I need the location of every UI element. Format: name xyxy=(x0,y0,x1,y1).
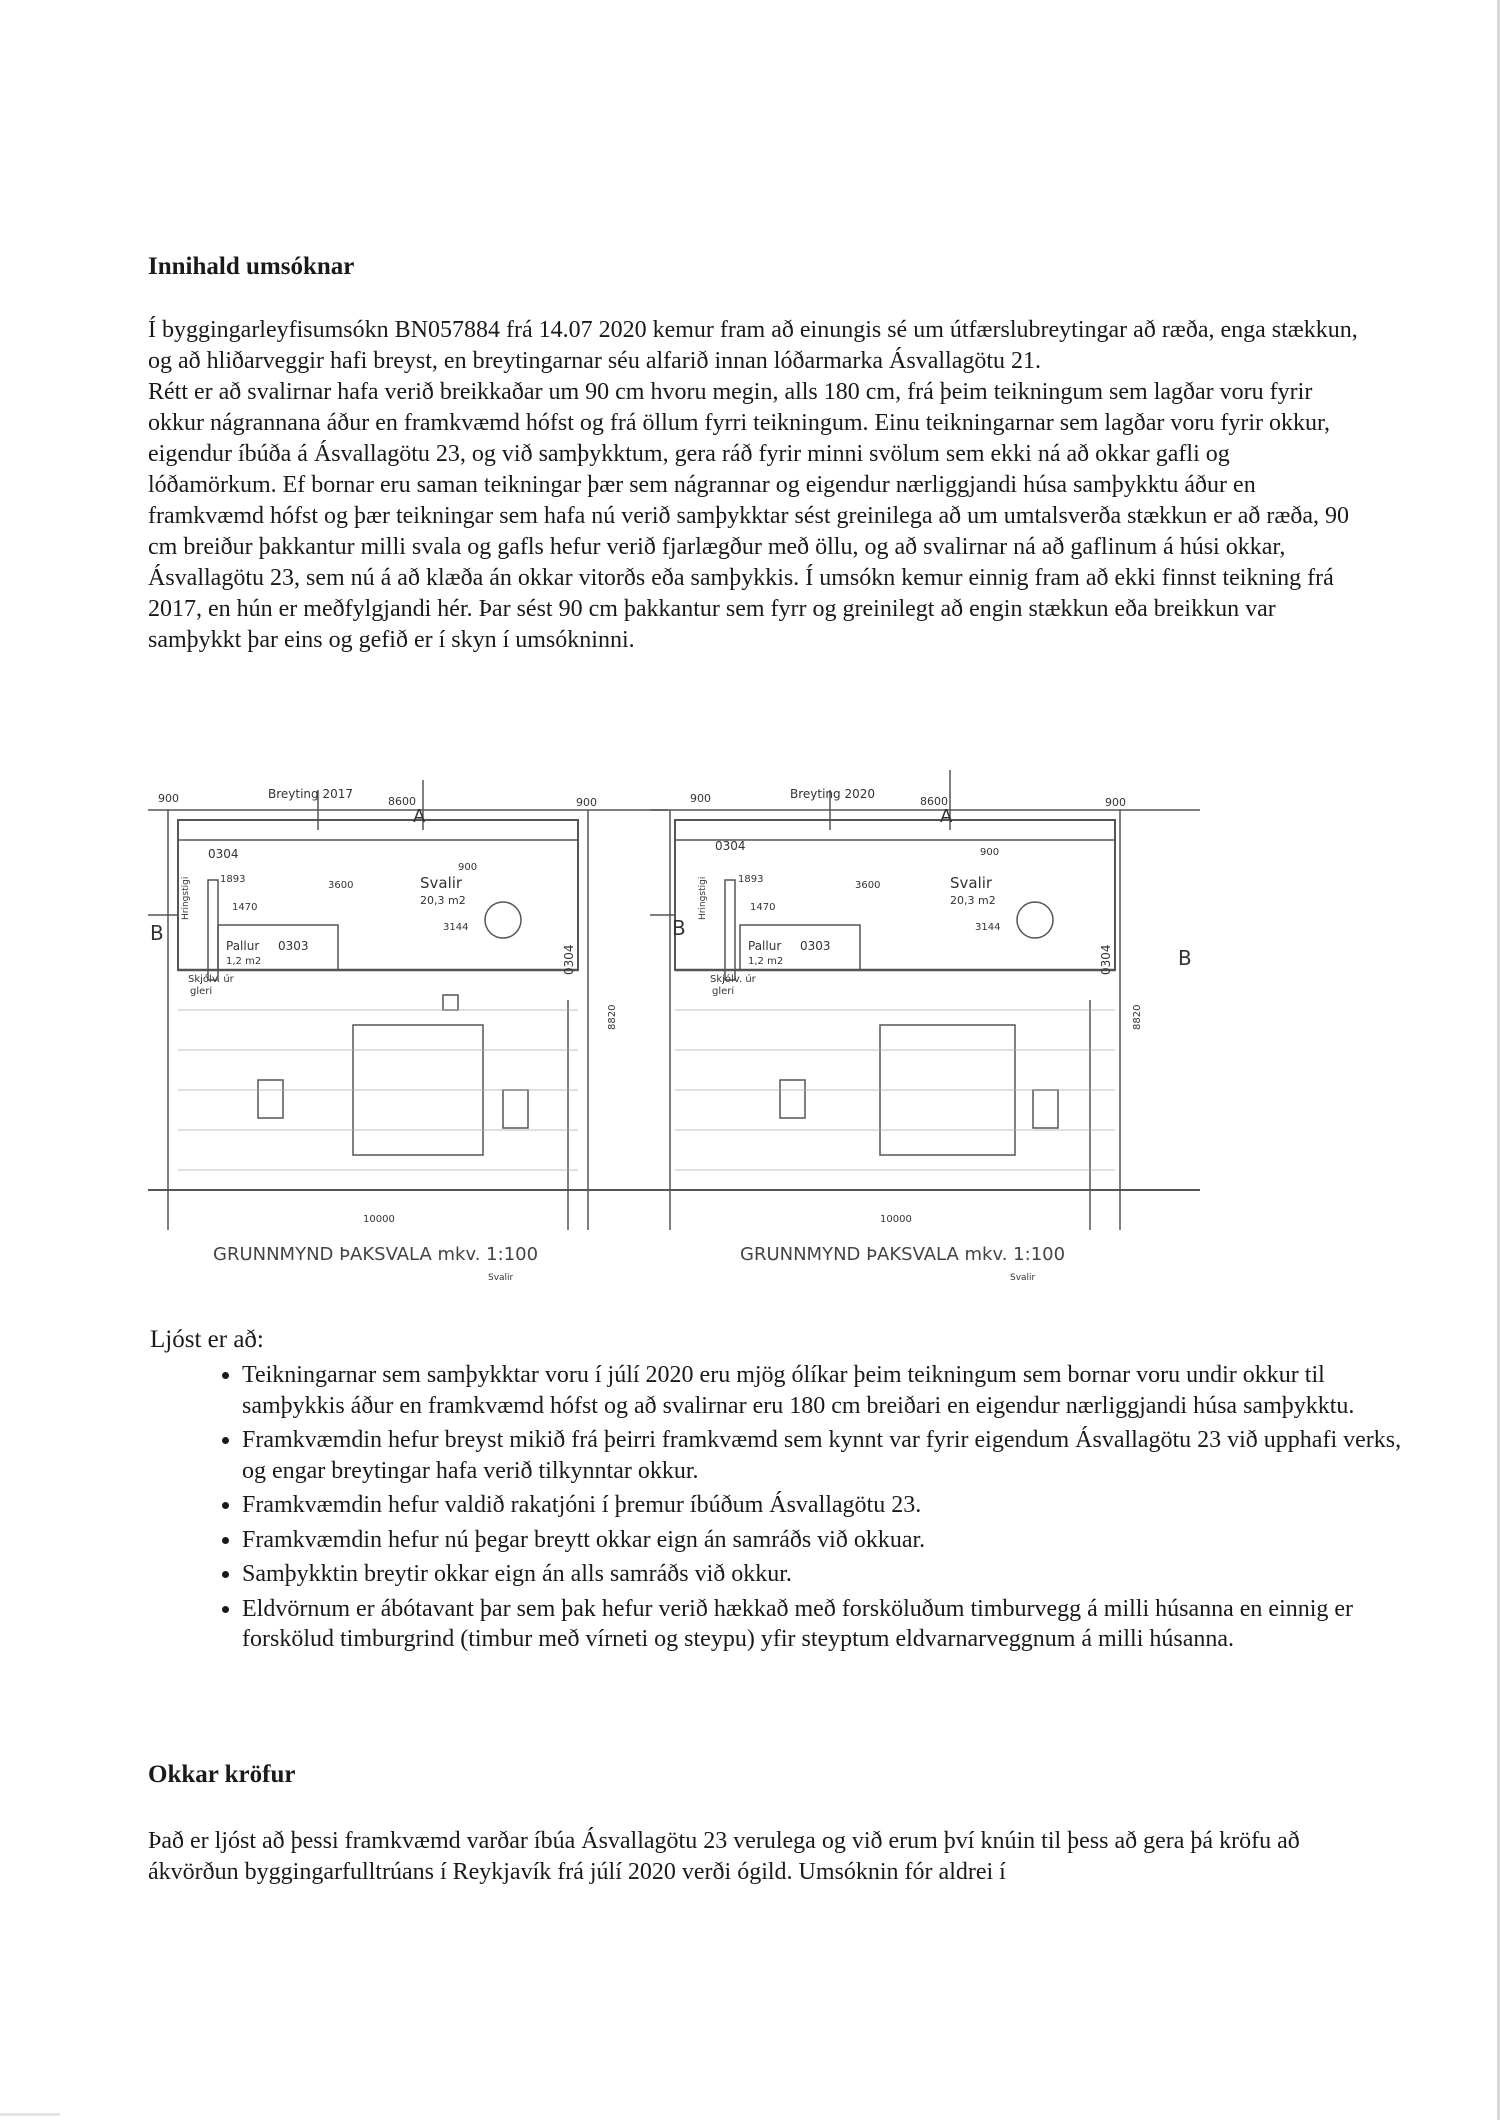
label-stair: Hringstigi xyxy=(181,876,191,920)
dim-top-left: 900 xyxy=(690,792,711,805)
section-b-left: B xyxy=(672,916,686,940)
dim-bottom: 10000 xyxy=(880,1214,912,1225)
label-glass-2: gleri xyxy=(190,986,213,997)
room-0303: 0303 xyxy=(278,939,309,953)
list-item: • Samþykktin breytir okkar eign án alls samráðs við okkur. xyxy=(242,1559,1412,1590)
dim-1893: 1893 xyxy=(220,874,246,885)
area-svalir: 20,3 m2 xyxy=(420,894,466,907)
dim-3144: 3144 xyxy=(443,922,469,933)
label-svalir: Svalir xyxy=(950,874,993,892)
paragraph-demands: Það er ljóst að þessi framkvæmd varðar íbúa Ásvallagötu 23 verulega og við erum því knúin til þess að gera þá kröfu að ákvörðun byggingarfulltrúans í Reykjavík frá júlí 2020 verði ógild. Umsóknin fór aldrei í xyxy=(148,1828,1300,1885)
dim-top-mid: 8600 xyxy=(920,795,948,808)
section-a: A xyxy=(940,806,953,827)
drawing-caption: GRUNNMYND ÞAKSVALA mkv. 1:100 xyxy=(740,1244,1066,1265)
paragraph-application: Í byggingarleyfisumsókn BN057884 frá 14.07 2020 kemur fram að einungis sé um útfærslubreytingar að ræða, enga stækkun, og að hliðarveggir hafi breyst, en breytingarnar séu alfarið innan lóðarmarka Ásvallagötu 21. xyxy=(148,317,1358,374)
list-item: • Framkvæmdin hefur nú þegar breytt okkar eign án samráðs við okkuar. xyxy=(242,1525,1412,1556)
paragraph-balcony: Rétt er að svalirnar hafa verið breikkaðar um 90 cm hvoru megin, alls 180 cm, frá þeim teikningum sem lagðar voru fyrir okkur nágrannana áður en framkvæmd hófst og frá öllum fyrri teikningum. Einu teikningarnar sem lagðar voru fyrir okkur, eigendur íbúða á Ásvallagötu 23, og við samþykktum, gera ráð fyrir minni svölum sem ekki ná að okkar gafli og lóðamörkum. Ef bornar eru saman teikningar þær sem nágrannar og eigendur nærliggjandi húsa samþykktu áður en framkvæmd hófst og þær teikningar sem hafa nú verið samþykktar sést greinilega að um umtalsverða stækkun er að ræða, 90 cm breiður þakkantur milli svala og gafls hefur verið fjarlægður með öllu, og að svalirnar ná að gaflinum á húsi okkar, Ásvallagötu 23, sem nú á að klæða án okkar vitorðs eða samþykkis. Í umsókn kemur einnig fram að ekki finnst teikning frá 2017, en hún er meðfylgjandi hér. Þar sést 90 cm þakkantur sem fyrr og greinilegt að engin stækkun eða breikkun var samþykkt þar eins og gefið er í skyn í umsókninni. xyxy=(148,379,1350,653)
section-b-right: B xyxy=(1178,946,1192,970)
floor-plan-2020-svg xyxy=(650,770,1210,1290)
label-glass: Skjólv. úr xyxy=(188,974,234,985)
dim-1470: 1470 xyxy=(232,902,258,913)
room-0304-right: 0304 xyxy=(1099,944,1113,975)
dim-1470: 1470 xyxy=(750,902,776,913)
dim-900-v: 900 xyxy=(458,862,478,873)
dim-3144: 3144 xyxy=(975,922,1001,933)
dim-top-mid: 8600 xyxy=(388,795,416,808)
drawing-caption: GRUNNMYND ÞAKSVALA mkv. 1:100 xyxy=(213,1244,539,1265)
room-0304-right: 0304 xyxy=(562,944,576,975)
dim-3600: 3600 xyxy=(328,880,354,891)
dim-top-right: 900 xyxy=(1105,796,1126,809)
heading-application-content: Innihald umsóknar xyxy=(148,253,355,280)
section-b-left: B xyxy=(150,921,164,945)
dim-bottom: 10000 xyxy=(363,1214,395,1225)
room-0303: 0303 xyxy=(800,939,831,953)
label-pallur: Pallur xyxy=(226,939,260,953)
drawing-subcaption: Svalir xyxy=(488,1273,514,1283)
dim-3600: 3600 xyxy=(855,880,881,891)
scan-artifact xyxy=(0,2113,60,2116)
drawing-subcaption: Svalir xyxy=(1010,1273,1036,1283)
list-item: • Framkvæmdin hefur valdið rakatjóni í þremur íbúðum Ásvallagötu 23. xyxy=(242,1490,1412,1521)
dim-8820: 8820 xyxy=(607,1004,618,1030)
label-glass: Skjólv. úr xyxy=(710,974,756,985)
room-0304-top: 0304 xyxy=(715,839,746,853)
label-glass-2: gleri xyxy=(712,986,735,997)
floor-plan-2017-svg xyxy=(148,770,708,1290)
dim-900-v: 900 xyxy=(980,847,1000,858)
label-svalir: Svalir xyxy=(420,874,463,892)
label-stair: Hringstigi xyxy=(698,876,708,920)
dim-1893: 1893 xyxy=(738,874,764,885)
room-0304-top: 0304 xyxy=(208,847,239,861)
drawing-header: Breyting 2017 xyxy=(268,787,354,801)
dim-top-left: 900 xyxy=(158,792,179,805)
section-a: A xyxy=(413,806,426,827)
area-pallur: 1,2 m2 xyxy=(748,956,784,967)
paragraph-block-1 xyxy=(148,315,1358,656)
list-item: • Framkvæmdin hefur breyst mikið frá þeirri framkvæmd sem kynnt var fyrir eigendum Ásvallagötu 23 við upphafi verks, og engar breytingar hafa verið tilkynntar okkur. xyxy=(242,1425,1412,1486)
label-pallur: Pallur xyxy=(748,939,782,953)
heading-our-demands: Okkar kröfur xyxy=(148,1761,296,1788)
findings-list xyxy=(190,1360,1412,1659)
area-svalir: 20,3 m2 xyxy=(950,894,996,907)
list-intro: Ljóst er að: xyxy=(150,1326,264,1353)
dim-top-right: 900 xyxy=(576,796,597,809)
area-pallur: 1,2 m2 xyxy=(226,956,262,967)
dim-8820: 8820 xyxy=(1132,1004,1143,1030)
drawing-header: Breyting 2020 xyxy=(790,787,876,801)
list-item: • Teikningarnar sem samþykktar voru í júlí 2020 eru mjög ólíkar þeim teikningum sem bornar voru undir okkur til samþykkis áður en framkvæmd hófst og að svalirnar eru 180 cm breiðari en eigendur nærliggjandi húsa samþykktu. xyxy=(242,1360,1412,1421)
list-item: • Eldvörnum er ábótavant þar sem þak hefur verið hækkað með forsköluðum timburvegg á milli húsanna en einnig er forskölud timburgrind (timbur með vírneti og steypu) yfir steyptum eldvarnarveggnum á milli húsanna. xyxy=(242,1594,1412,1655)
floor-plan-2017 xyxy=(148,770,708,1290)
floor-plan-2020 xyxy=(650,770,1210,1290)
